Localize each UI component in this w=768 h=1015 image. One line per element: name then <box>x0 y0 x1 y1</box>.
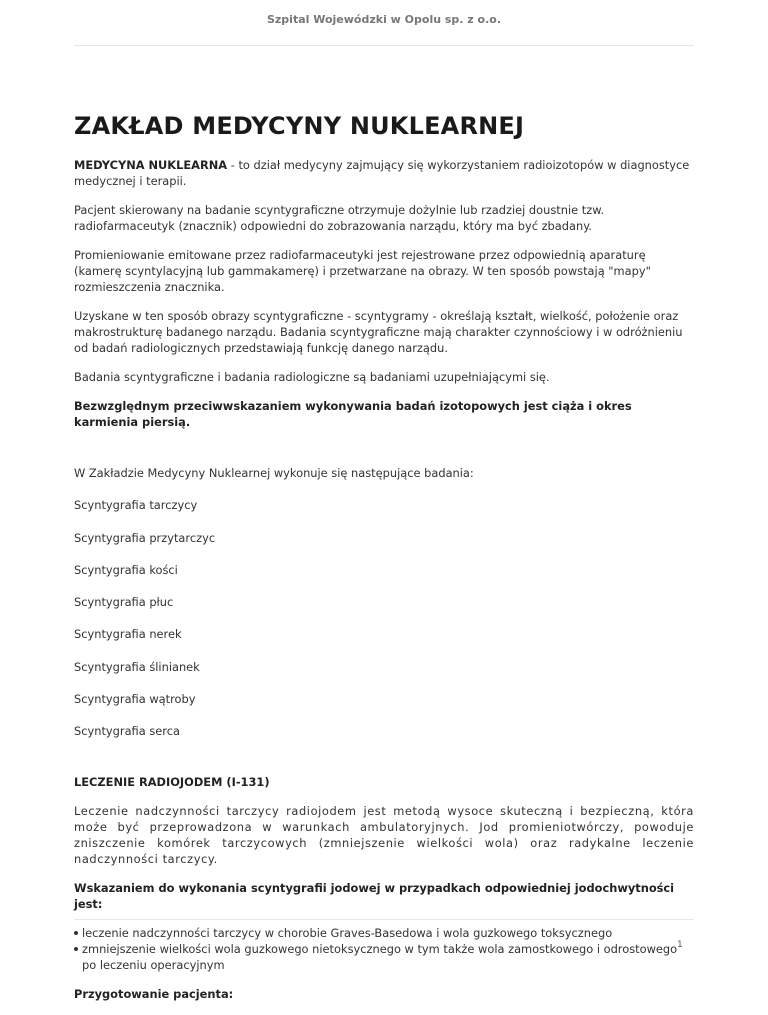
paragraph-scintigrams: Uzyskane w ten sposób obrazy scyntygraficzne - scyntygramy - określają kształt, wielkość, położenie oraz makrostrukturę badanego narządu. Badania scyntygraficzne mają charakter czynnościowy i w odróżnieniu od badań radiologicznych przedstawiają funkcję danego narządu. <box>74 309 683 355</box>
indication-item: zmniejszenie wielkości wola guzkowego nietoksycznego w tym także wola zamostkowego i odrostowego po leczeniu operacyjnym <box>74 941 694 973</box>
header-divider <box>74 45 694 46</box>
page-number: 1 <box>677 940 683 950</box>
test-item: Scyntygrafia płuc <box>74 595 174 610</box>
paragraph-radiopharmaceutical: Pacjent skierowany na badanie scyntygraficzne otrzymuje dożylnie lub rzadziej doustnie tzw. radiofarmaceutyk (znacznik) odpowiedni do zobrazowania narządu, który ma być zbadany. <box>74 203 605 233</box>
indications-heading: Wskazaniem do wykonania scyntygrafii jodowej w przypadkach odpowiedniej jodochwytności jest: <box>74 881 675 912</box>
tests-intro: W Zakładzie Medycyny Nuklearnej wykonuje się następujące badania: <box>74 466 474 480</box>
test-item: Scyntygrafia przytarczyc <box>74 530 216 545</box>
page-header: Szpital Wojewódzki w Opolu sp. z o.o. <box>266 13 502 26</box>
test-item: Scyntygrafia wątroby <box>74 692 196 707</box>
preparation-heading: Przygotowanie pacjenta: <box>74 987 234 1002</box>
test-item: Scyntygrafia serca <box>74 724 180 739</box>
test-item: Scyntygrafia tarczycy <box>74 498 198 513</box>
indication-item: leczenie nadczynności tarczycy w chorobie Graves-Basedowa i wola guzkowego toksycznego <box>74 925 694 941</box>
paragraph-complementary: Badania scyntygraficzne i badania radiologiczne są badaniami uzupełniającymi się. <box>74 370 550 384</box>
intro-definition: - to dział medycyny zajmujący się wykorzystaniem radioizotopów w diagnostyce medycznej i terapii. <box>74 158 690 188</box>
intro-paragraph <box>74 157 694 189</box>
test-item: Scyntygrafia kości <box>74 562 178 577</box>
radioiodine-heading: LECZENIE RADIOJODEM (I-131) <box>74 775 270 790</box>
intro-term: MEDYCYNA NUKLEARNA <box>74 158 228 172</box>
document-body <box>74 112 694 1015</box>
contraindication-note: Bezwzględnym przeciwwskazaniem wykonywania badań izotopowych jest ciąża i okres karmienia piersią. <box>74 399 632 429</box>
radioiodine-description: Leczenie nadczynności tarczycy radiojodem jest metodą wysoce skuteczną i bezpieczną, która może być przeprowadzona w warunkach ambulatoryjnych. Jod promieniotwórczy, powoduje zniszczenie komórek tarczycowych (zmniejszenie wielkości wola) oraz radykalne leczenie nadczynności tarczycy. <box>74 804 694 867</box>
test-item: Scyntygrafia ślinianek <box>74 659 200 674</box>
indications-list <box>74 925 694 973</box>
paragraph-emission: Promieniowanie emitowane przez radiofarmaceutyki jest rejestrowane przez odpowiednią aparaturę (kamerę scyntylacyjną lub gammakamerę) i przetwarzane na obrazy. W ten sposób powstają "mapy" rozmieszczenia znacznika. <box>74 248 651 294</box>
bullet-icon <box>74 931 78 935</box>
bullet-icon <box>74 947 78 951</box>
page-title: ZAKŁAD MEDYCYNY NUKLEARNEJ <box>74 112 525 140</box>
footer-divider <box>74 919 694 920</box>
test-item: Scyntygrafia nerek <box>74 627 182 642</box>
